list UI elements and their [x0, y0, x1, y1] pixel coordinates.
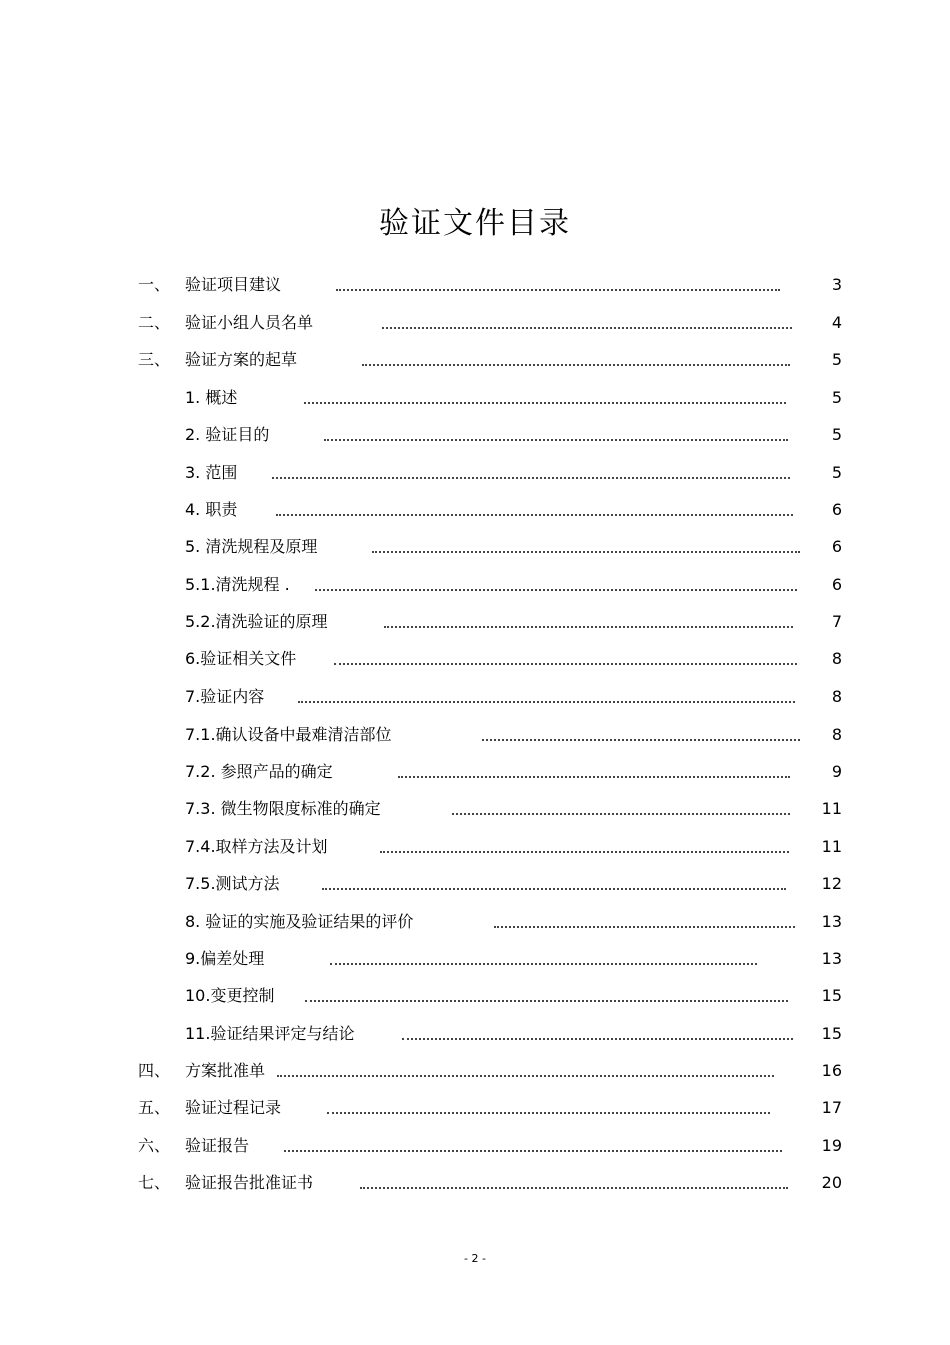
toc-entry[interactable]	[0, 1164, 950, 1202]
toc-entry-label: 6.验证相关文件	[185, 649, 297, 668]
toc-entry-label: 7.5.测试方法	[185, 874, 280, 893]
toc-entry[interactable]	[0, 341, 950, 379]
toc-dot-leader	[494, 916, 795, 928]
toc-entry[interactable]	[0, 1127, 950, 1165]
toc-dot-leader	[380, 841, 789, 853]
toc-dot-leader	[315, 579, 797, 591]
toc-dot-leader	[277, 1065, 774, 1077]
toc-entry-number: 一、	[138, 275, 171, 294]
toc-dot-leader	[398, 766, 790, 778]
toc-entry-page: 13	[821, 949, 842, 968]
toc-entry-number: 二、	[138, 313, 171, 332]
toc-entry[interactable]	[0, 940, 950, 978]
toc-entry-page: 11	[821, 837, 842, 856]
toc-entry[interactable]	[0, 903, 950, 941]
toc-entry-label: 3. 范围	[185, 463, 238, 482]
toc-entry[interactable]	[0, 266, 950, 304]
toc-entry-label: 方案批准单	[185, 1061, 266, 1080]
toc-entry[interactable]	[0, 1015, 950, 1053]
toc-entry[interactable]	[0, 1052, 950, 1090]
toc-entry[interactable]	[0, 640, 950, 678]
toc-dot-leader	[324, 429, 788, 441]
toc-entry-label: 1. 概述	[185, 388, 238, 407]
toc-entry-page: 16	[821, 1061, 842, 1080]
toc-dot-leader	[330, 953, 757, 965]
toc-dot-leader	[482, 729, 800, 741]
toc-entry[interactable]	[0, 491, 950, 529]
toc-entry-page: 6	[831, 500, 842, 519]
toc-entry-number: 三、	[138, 350, 171, 369]
toc-entry-label: 7.验证内容	[185, 687, 265, 706]
toc-entry[interactable]	[0, 1089, 950, 1127]
toc-dot-leader	[402, 1028, 793, 1040]
toc-entry-page: 15	[821, 986, 842, 1005]
toc-entry-number: 五、	[138, 1098, 171, 1117]
toc-entry-label: 4. 职责	[185, 500, 238, 519]
toc-dot-leader	[327, 1102, 770, 1114]
toc-entry-page: 15	[821, 1024, 842, 1043]
toc-dot-leader	[272, 467, 790, 479]
toc-entry[interactable]	[0, 603, 950, 641]
toc-dot-leader	[298, 691, 795, 703]
page-footer: - 2 -	[464, 1252, 486, 1265]
toc-entry-page: 5	[831, 350, 842, 369]
toc-entry-label: 7.2. 参照产品的确定	[185, 762, 333, 781]
toc-entry-label: 验证项目建议	[185, 275, 282, 294]
toc-entry-page: 8	[831, 687, 842, 706]
toc-entry-label: 7.1.确认设备中最难清洁部位	[185, 725, 392, 744]
toc-entry[interactable]	[0, 977, 950, 1015]
toc-entry-number: 七、	[138, 1173, 171, 1192]
toc-entry[interactable]	[0, 790, 950, 828]
toc-entry-label: 10.变更控制	[185, 986, 275, 1005]
toc-entry-page: 7	[831, 612, 842, 631]
toc-entry-label: 2. 验证目的	[185, 425, 270, 444]
toc-entry-label: 验证报告批准证书	[185, 1173, 314, 1192]
toc-entry-label: 验证小组人员名单	[185, 313, 314, 332]
toc-entry-page: 11	[821, 799, 842, 818]
toc-entry-page: 13	[821, 912, 842, 931]
toc-entry-page: 6	[831, 575, 842, 594]
toc-entry-label: 8. 验证的实施及验证结果的评价	[185, 912, 414, 931]
toc-entry-label: 7.3. 微生物限度标准的确定	[185, 799, 381, 818]
toc-entry-page: 12	[821, 874, 842, 893]
toc-entry-label: 验证方案的起草	[185, 350, 298, 369]
toc-entry[interactable]	[0, 379, 950, 417]
toc-dot-leader	[372, 541, 800, 553]
toc-entry-page: 5	[831, 463, 842, 482]
toc-entry-page: 8	[831, 649, 842, 668]
toc-dot-leader	[334, 653, 797, 665]
toc-entry-page: 17	[821, 1098, 842, 1117]
page-title: 验证文件目录	[379, 206, 571, 241]
toc-entry-page: 5	[831, 388, 842, 407]
toc-dot-leader	[384, 616, 793, 628]
toc-dot-leader	[362, 354, 790, 366]
toc-entry[interactable]	[0, 828, 950, 866]
toc-entry-number: 六、	[138, 1136, 171, 1155]
toc-dot-leader	[284, 1140, 782, 1152]
toc-entry[interactable]	[0, 716, 950, 754]
toc-entry[interactable]	[0, 753, 950, 791]
toc-dot-leader	[452, 803, 790, 815]
toc-entry-page: 4	[831, 313, 842, 332]
toc-dot-leader	[305, 990, 788, 1002]
toc-dot-leader	[382, 317, 792, 329]
toc-entry-label: 5.2.清洗验证的原理	[185, 612, 328, 631]
toc-entry[interactable]	[0, 304, 950, 342]
toc-entry-label: 9.偏差处理	[185, 949, 265, 968]
toc-dot-leader	[360, 1177, 788, 1189]
toc-list	[0, 266, 950, 1206]
toc-entry-page: 6	[831, 537, 842, 556]
toc-dot-leader	[276, 504, 793, 516]
toc-dot-leader	[322, 878, 786, 890]
toc-entry-label: 验证过程记录	[185, 1098, 282, 1117]
toc-entry-page: 3	[831, 275, 842, 294]
toc-entry[interactable]	[0, 865, 950, 903]
toc-entry-label: 7.4.取样方法及计划	[185, 837, 328, 856]
toc-entry-label: 验证报告	[185, 1136, 250, 1155]
toc-entry-page: 5	[831, 425, 842, 444]
toc-entry-label: 11.验证结果评定与结论	[185, 1024, 355, 1043]
toc-entry[interactable]	[0, 678, 950, 716]
toc-entry[interactable]	[0, 454, 950, 492]
toc-dot-leader	[336, 279, 780, 291]
toc-entry[interactable]	[0, 528, 950, 566]
toc-entry[interactable]	[0, 416, 950, 454]
toc-entry-page: 8	[831, 725, 842, 744]
toc-dot-leader	[304, 392, 786, 404]
toc-entry[interactable]	[0, 566, 950, 604]
toc-entry-page: 9	[831, 762, 842, 781]
toc-entry-page: 20	[821, 1173, 842, 1192]
toc-entry-page: 19	[821, 1136, 842, 1155]
toc-entry-number: 四、	[138, 1061, 171, 1080]
toc-entry-label: 5.1.清洗规程 .	[185, 575, 290, 594]
toc-entry-label: 5. 清洗规程及原理	[185, 537, 318, 556]
